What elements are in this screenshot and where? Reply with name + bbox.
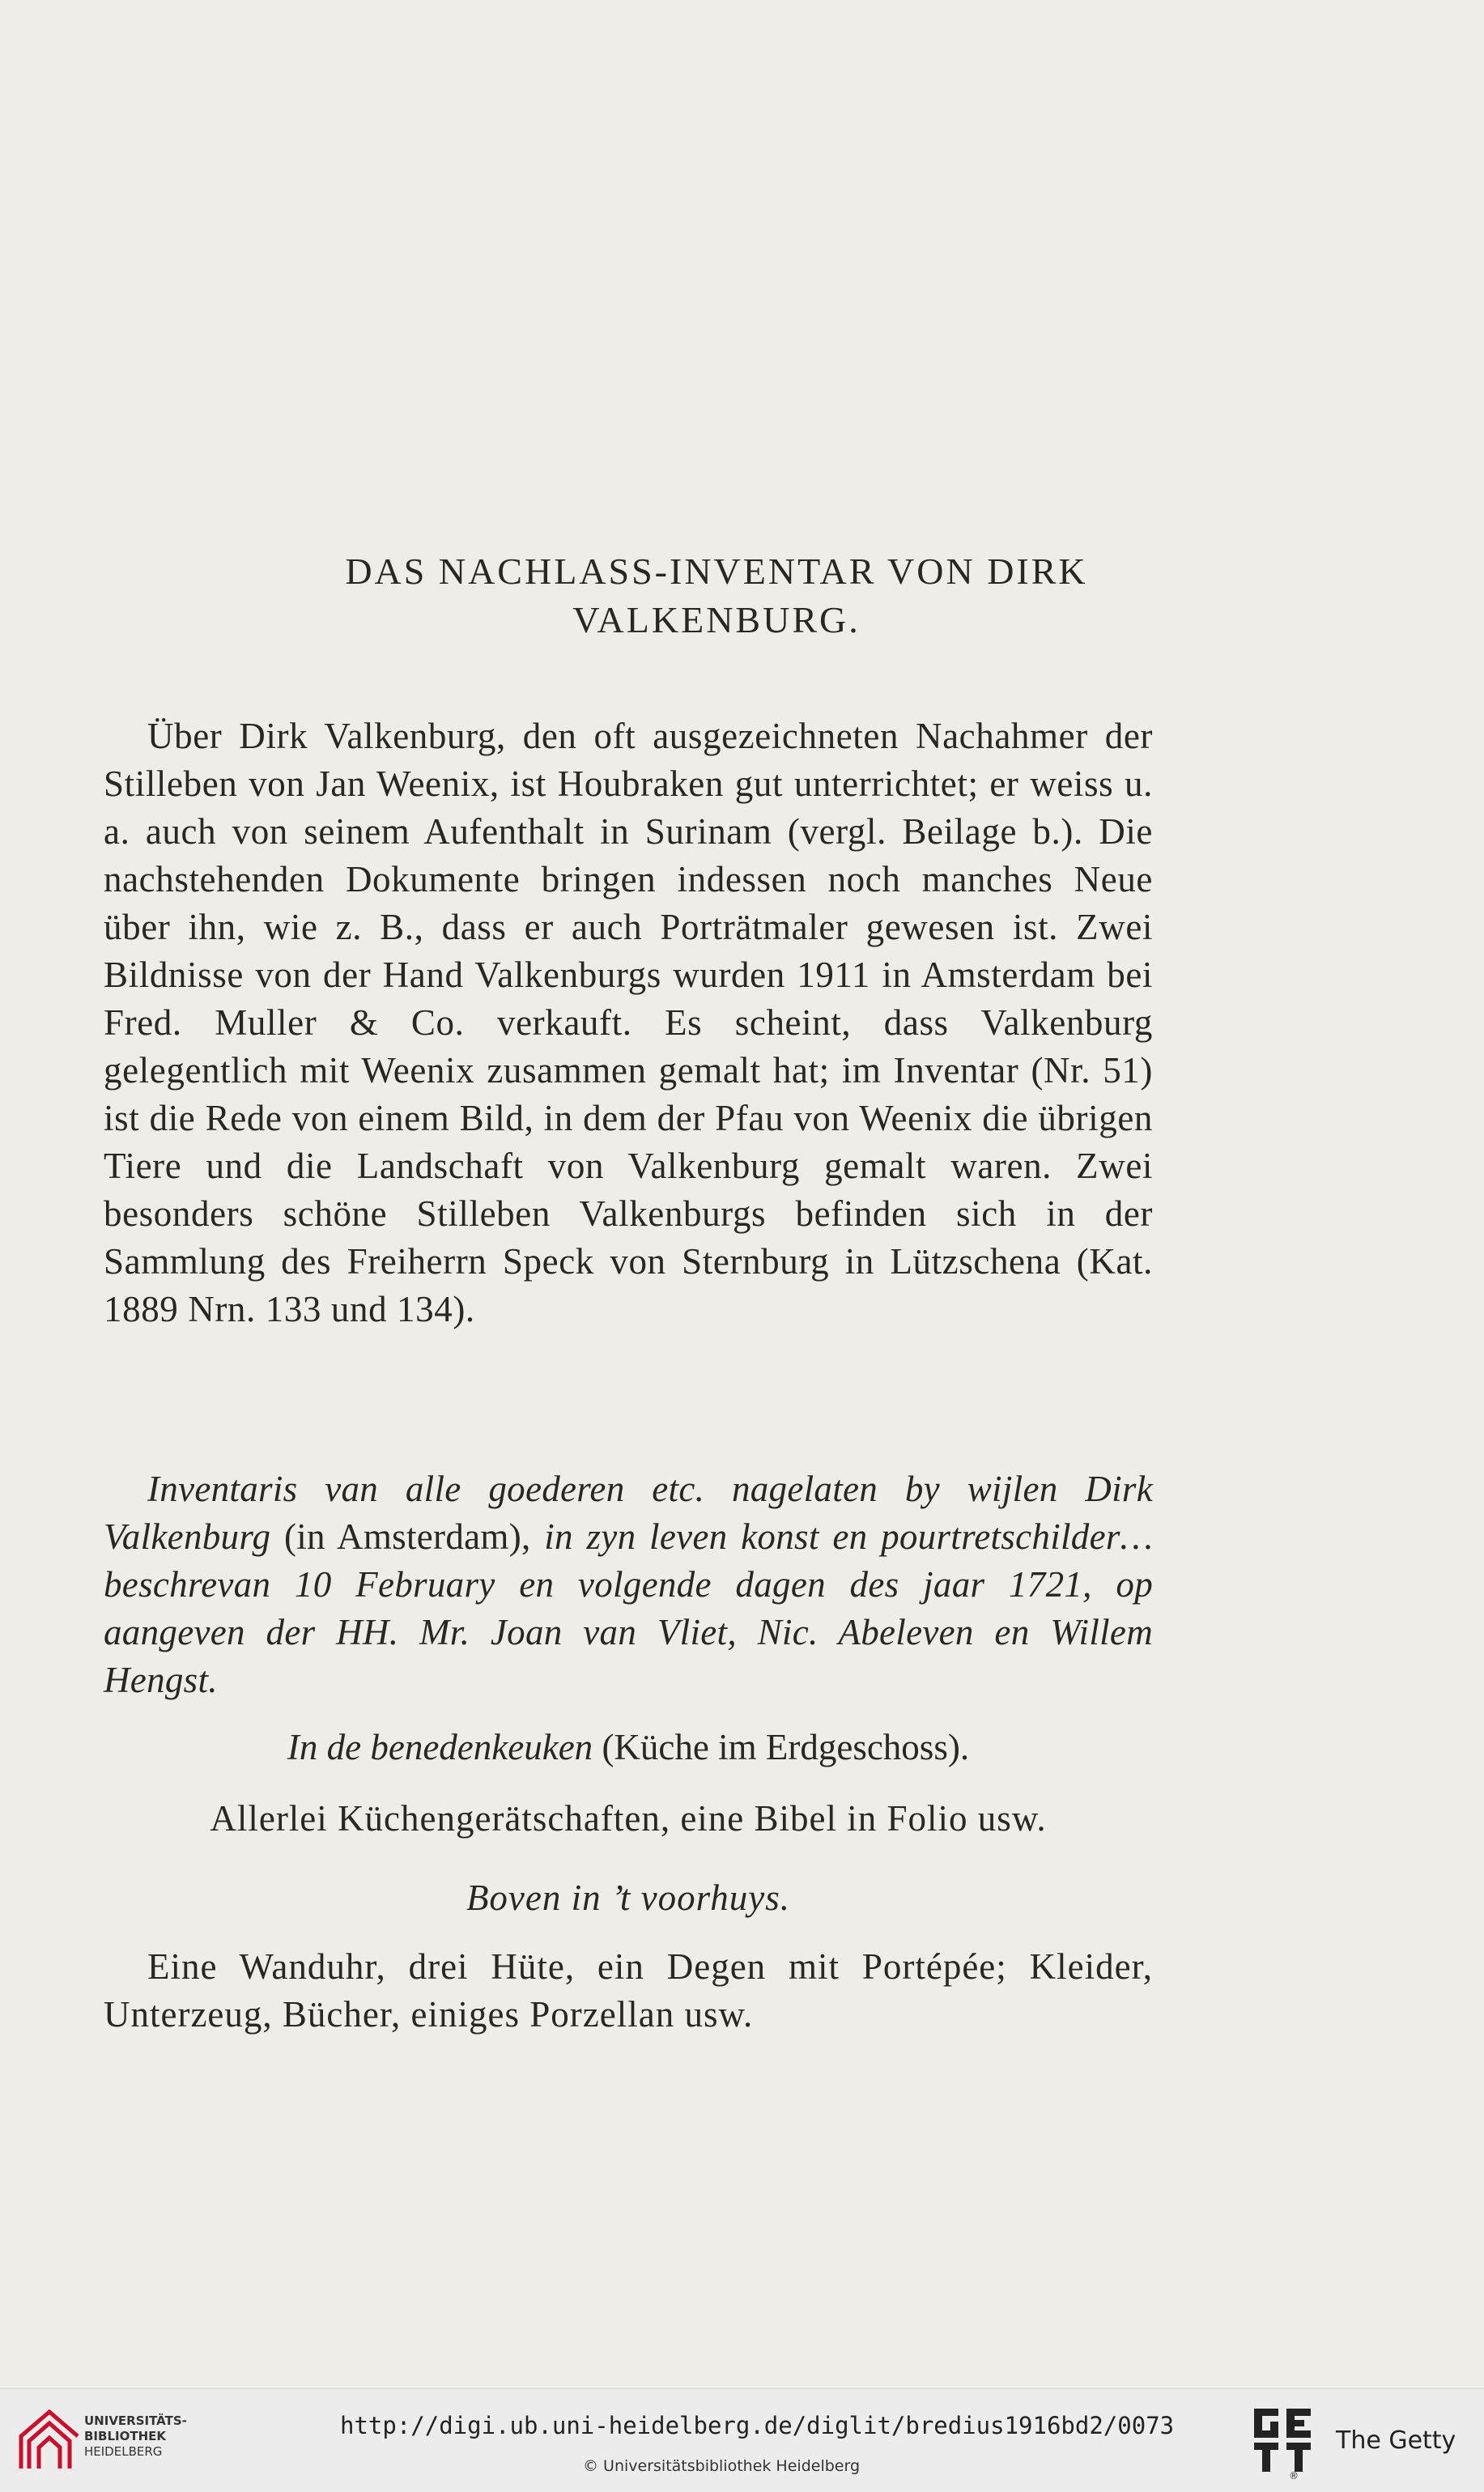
inventory-title-part1: Inventaris van alle goederen etc. nagelaten by wijlen Dirk Valkenburg [104, 1469, 1153, 1557]
inventory-heading-paragraph [104, 1465, 1153, 1704]
getty-logo-icon[interactable] [1251, 2405, 1316, 2475]
university-library-name [84, 2413, 187, 2460]
section-content-kitchen: Allerlei Küchengerätschaften, eine Bibel in Folio usw. [210, 1798, 1047, 1839]
section-content-voorhuys-text: Eine Wanduhr, drei Hüte, ein Degen mit Portépée; Kleider, Unterzeug, Bücher, einiges Porzellan usw. [104, 1946, 1153, 2035]
section-heading-kitchen [104, 1726, 1153, 1768]
intro-paragraph [104, 712, 1153, 1333]
article-title [113, 547, 1320, 644]
inventory-location: (in Amsterdam), [270, 1516, 545, 1557]
section-heading-kitchen-italic: In de benedenkeuken [287, 1727, 593, 1767]
footer-bar [0, 2388, 1484, 2492]
section-content-voorhuys [104, 1943, 1153, 2039]
registered-mark: ® [1289, 2470, 1299, 2481]
library-line-3: HEIDELBERG [84, 2444, 163, 2459]
getty-name: The Getty [1336, 2426, 1456, 2455]
library-line-2: BIBLIOTHEK [84, 2429, 166, 2443]
title-line-2: VALKENBURG. [572, 599, 861, 640]
university-library-logo-icon[interactable] [13, 2404, 86, 2480]
section-heading-voorhuys: Boven in ’t voorhuys. [466, 1878, 791, 1918]
copyright-notice: © Universitätsbibliothek Heidelberg [583, 2457, 861, 2475]
inventory-title-part3: in zyn leven konst en pourtretschilder… beschrevan 10 February en volgende dagen des jaar 1721, op aangeven der HH. Mr. Joan van Vliet, Nic. Abeleven en Willem Hengst. [104, 1516, 1153, 1700]
title-line-1: DAS NACHLASS-INVENTAR VON DIRK [345, 551, 1088, 592]
intro-text: Über Dirk Valkenburg, den oft ausgezeichneten Nachahmer der Stilleben von Jan Weenix, ist Houbraken gut unterrichtet; er weiss u. a. auch von seinem Aufenthalt in Surinam (vergl. Beilage b.). Die nachstehenden Dokumente bringen indessen noch manches Neue über ihn, wie z. B., dass er auch Porträtmaler gewesen ist. Zwei Bildnisse von der Hand Valkenburgs wurden 1911 in Amsterdam bei Fred. Muller & Co. verkauft. Es scheint, dass Valkenburg gelegentlich mit Weenix zusammen gemalt hat; im Inventar (Nr. 51) ist die Rede von einem Bild, in dem der Pfau von Weenix die übrigen Tiere und die Landschaft von Valkenburg gemalt waren. Zwei besonders schöne Stilleben Valkenburgs befinden sich in der Sammlung des Freiherrn Speck von Sternburg in Lützschena (Kat. 1889 Nrn. 133 und 134). [104, 716, 1153, 1329]
library-line-1: UNIVERSITÄTS- [84, 2413, 187, 2428]
permalink-url[interactable]: http://digi.ub.uni-heidelberg.de/diglit/bredius1916bd2/0073 [340, 2412, 1175, 2439]
section-heading-kitchen-rest: (Küche im Erdgeschoss). [593, 1727, 970, 1767]
